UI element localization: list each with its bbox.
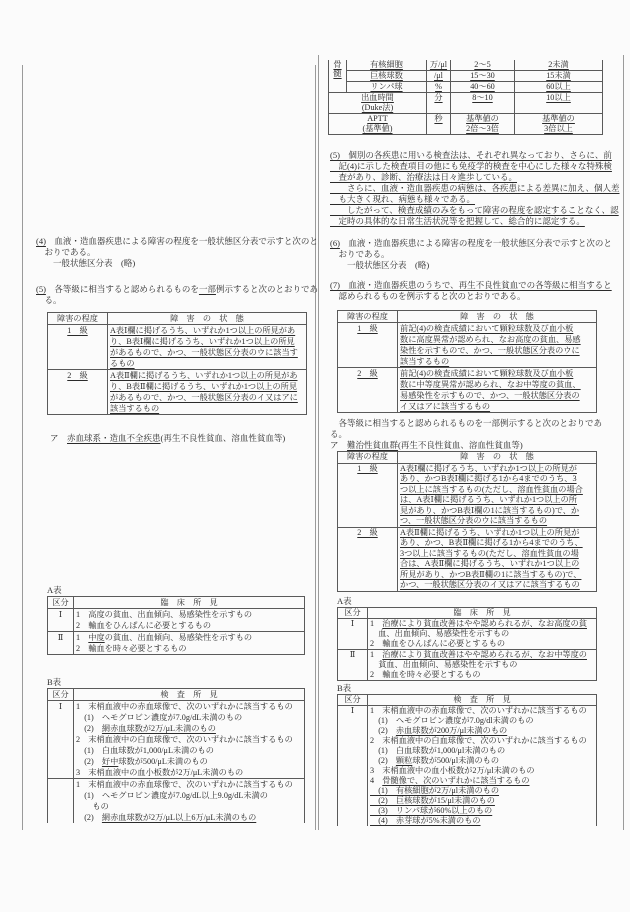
left-subheading-a: ア 赤血球系・造血不全疾患(再生不良性貧血、溶血性貧血等) <box>50 433 286 443</box>
left-column-right-border-line <box>315 65 316 830</box>
table-row <box>48 325 307 370</box>
lab-values-table <box>328 60 603 135</box>
lab-range-2: 基準値の 3倍以上 <box>515 114 603 135</box>
grade-state-text: A表Ⅰ欄に掲げるうち、いずれか1つ以上の所見が あり、かつB表Ⅰ欄に掲げる1から4までのうち、3 つ以上に該当するもの(ただし、溶血性貧血の場合 は、A表Ⅰ欄に掲げるうち、いずれか1つ以上の所 見があり、かつB表Ⅰ欄の1に該当するもの)で、か つ、一般状態区分表のウに該当するもの <box>398 463 597 527</box>
right-grade-table-a <box>337 451 597 592</box>
table-row <box>338 619 597 650</box>
left-table-b-header-class: 区分 <box>48 689 74 701</box>
clinical-findings-text: 1 中度の貧血、出血傾向、易感染性を示すもの 2 輸血を時々必要とするもの <box>74 632 305 655</box>
right-table-b-label: B表 <box>337 683 352 693</box>
lab-range-2: 2未満 <box>548 60 569 69</box>
left-table-a-header-findings: 臨 床 所 見 <box>74 597 305 609</box>
lab-range-1: 基準値の 2倍〜3倍 <box>451 114 515 135</box>
class-label: Ⅰ <box>338 619 368 650</box>
table-row <box>329 93 603 114</box>
right-table-b <box>337 694 597 826</box>
right-paragraph-7: (7) 血液・造血器疾患のうちで、再生不良性貧血での各等級に相当すると 認められるものを例示すると次のとおりである。 <box>330 280 612 301</box>
clinical-findings-text: 1 治療により貧血改善はやや認められるが、なお中等度の 貧血、出血傾向、易感染性を示すもの 2 輸血を時々必要とするもの <box>368 650 597 681</box>
lab-range-2: 60以上 <box>546 82 571 91</box>
left-column-border-line <box>22 65 23 830</box>
lab-unit: 分 <box>434 93 443 102</box>
lab-item: 巨核球数 <box>370 71 403 80</box>
right-grade-a-header-degree: 障害の程度 <box>338 452 398 464</box>
lab-range-1: 40〜60 <box>470 82 495 91</box>
grade-state-text: 前記(4)の検査成績において顆粒球数及び血小板 数に中等度異常が認められ、なお中等度の貧血、 易感染性を示すもので、かつ、一般状態区分表の イ又はアに該当するもの <box>398 368 597 413</box>
table-row <box>329 82 603 93</box>
right-table-a-header-findings: 臨 床 所 見 <box>368 608 597 619</box>
table-row <box>338 527 597 591</box>
class-label: Ⅰ <box>48 609 74 632</box>
grade-label: 1 級 <box>357 324 378 333</box>
grade-state-text: 前記(4)の検査成績において顆粒球数及び血小板 数に高度異常が認められ、なお高度の貧血、易感 染性を示すもので、かつ、一般状態区分表のウに 該当するもの <box>398 323 597 368</box>
left-grade-table <box>47 312 307 415</box>
table-row <box>338 650 597 681</box>
right-paragraph-5: (5) 個別の各疾患に用いる検査法は、それぞれ異なっており、さらに、前 記(4)に示した検査項目の他にも免疫学的検査を中心にした様々な特殊検 査があり、診断、治療法は日々進歩している。 さらに、血液・造血器疾患の病態は、各疾患による差異に加え、個人差 も大きく現れ、病態も様々である。 したがって、検査成績のみをもって障害の程度を認定することなく、認 定時の具体的な日常生活状況等を把握して、総合的に認定する。 <box>330 150 620 226</box>
left-paragraph-5: (5) 各等級に相当すると認められるものを一部例示すると次のとおりであ る。 <box>36 284 318 305</box>
lab-unit: 万/μl <box>429 60 448 69</box>
left-table-b-header-tests: 検 査 所 見 <box>74 689 305 701</box>
lab-range-1: 15〜30 <box>470 71 495 80</box>
right-subheading-a: ア 難治性貧血群(再生不良性貧血、溶血性貧血等) <box>330 440 523 450</box>
right-column-left-border-line <box>318 55 319 830</box>
grade-label: 2 級 <box>357 369 378 378</box>
grade-label: 1 級 <box>357 463 378 473</box>
right-grade-table-7 <box>337 310 597 413</box>
grade-state-text: A表Ⅱ欄に掲げるうち、いずれか1つ以上の所見があ り、B表Ⅱ欄に掲げるうち、いずれか1つ以上の所見 があるもので、かつ、一般状態区分表のイ又はアに 該当するもの <box>108 370 307 415</box>
lab-item: リンパ球 <box>370 82 403 91</box>
right-column-border-line <box>623 55 624 830</box>
lab-item: 有核細胞 <box>370 60 403 69</box>
class-label: Ⅰ <box>338 706 368 827</box>
right-table-b-header-class: 区分 <box>338 695 368 706</box>
bone-marrow-group-label: 骨髄 <box>333 60 342 79</box>
table-row <box>338 323 597 368</box>
class-label: Ⅰ <box>48 701 74 779</box>
lab-range-1: 2〜5 <box>474 60 491 69</box>
right-table-a-label: A表 <box>337 596 352 606</box>
table-row <box>329 71 603 82</box>
left-table-b-label: B表 <box>47 677 62 687</box>
left-grade-table-header-state: 障 害 の 状 態 <box>108 313 307 325</box>
table-row <box>338 463 597 527</box>
bleeding-time-label: 出血時間 (Duke法) <box>329 93 427 114</box>
grade-label: 2 級 <box>357 527 378 537</box>
right-table-b-header-tests: 検 査 所 見 <box>368 695 597 706</box>
clinical-findings-text: 1 治療により貧血改善はやや認められるが、なお高度の貧 血、出血傾向、易感染性を示すもの 2 輸血をひんぱんに必要とするもの <box>368 619 597 650</box>
table-row <box>48 701 305 779</box>
lab-range-1: 8〜10 <box>472 93 493 102</box>
right-paragraph-6: (6) 血液・造血器疾患による障害の程度を一般状態区分表で示すと次のと おりである。 一般状態区分表 (略) <box>330 238 612 270</box>
table-row <box>338 706 597 827</box>
lab-unit: 秒 <box>434 114 443 123</box>
table-row <box>48 632 305 655</box>
class-label: Ⅱ <box>338 650 368 681</box>
lab-range-2: 10以上 <box>546 93 571 102</box>
table-row <box>48 370 307 415</box>
right-grade-a-header-state: 障 害 の 状 態 <box>398 452 597 464</box>
lab-unit: /μl <box>434 71 443 80</box>
left-table-a-label: A表 <box>47 585 62 595</box>
lab-range-2: 15未満 <box>546 71 571 80</box>
left-table-a <box>47 596 305 655</box>
table-row <box>48 779 305 824</box>
left-table-a-header-class: 区分 <box>48 597 74 609</box>
right-table-a <box>337 607 597 681</box>
grade-label: 1 級 <box>67 326 88 335</box>
right-grade7-header-degree: 障害の程度 <box>338 311 398 323</box>
table-row <box>329 60 603 71</box>
right-table-a-header-class: 区分 <box>338 608 368 619</box>
class-label <box>48 779 74 824</box>
left-table-b <box>47 688 305 823</box>
class-label: Ⅱ <box>48 632 74 655</box>
left-grade-table-header-degree: 障害の程度 <box>48 313 108 325</box>
grade-state-text: A表Ⅱ欄に掲げるうち、いずれか1つ以上の所見が あり、かつ、B表Ⅱ欄に掲げる1から4までのうち、 3つ以上に該当するもの(ただし、溶血性貧血の場 合は、A表Ⅱ欄に掲げるうち、いずれか1つ以上の 所見があり、かつB表Ⅱ欄の1に該当するもの)で、 かつ、一般状態区分表のイ又はアに該当するもの <box>398 527 597 591</box>
test-findings-text: 1 末梢血液中の赤血球像で、次のいずれかに該当するもの (1) ヘモグロビン濃度が7.0g/dL未満のもの (2) 網赤血球数が2万/μL未満のもの 2 末梢血液中の白血球像で、次のいずれかに該当するもの (1) 白血球数が1,000/μL未満のもの (2) 好中球数が500/μL未満のもの 3 末梢血液中の血小板数が2万/μL未満のもの <box>74 701 305 779</box>
right-example-note: 各等級に相当すると認められるものを一部例示すると次のとおりであ る。 <box>330 418 603 439</box>
lab-unit: % <box>435 82 442 91</box>
table-row <box>329 114 603 135</box>
clinical-findings-text: 1 高度の貧血、出血傾向、易感染性を示すもの 2 輸血をひんぱんに必要とするもの <box>74 609 305 632</box>
grade-state-text: A表Ⅰ欄に掲げるうち、いずれか1つ以上の所見があ り、B表Ⅰ欄に掲げるうち、いずれか1つ以上の所見 があるもので、かつ、一般状態区分表のウに該当す るもの <box>108 325 307 370</box>
grade-label: 2 級 <box>67 371 88 380</box>
left-paragraph-4: (4) 血液・造血器疾患による障害の程度を一般状態区分表で示すと次のと おりである。 一般状態区分表 (略) <box>36 236 318 268</box>
aptt-label: APTT (基準値) <box>329 114 427 135</box>
right-grade7-header-state: 障 害 の 状 態 <box>398 311 597 323</box>
table-row <box>338 368 597 413</box>
test-findings-text: 1 末梢血液中の赤血球像で、次のいずれかに該当するもの (1) ヘモグロビン濃度が7.0g/dL以上9.0g/dL未満の もの (2) 網赤血球数が2万/μL以上6万/μL未満のもの <box>74 779 305 824</box>
test-findings-text: 1 末梢血液中の赤血球像で、次のいずれかに該当するもの (1) ヘモグロビン濃度が7.0g/dl未満のもの (2) 赤血球数が200万/μl未満のもの 2 末梢血液中の白血球像で、次のいずれかに該当するもの (1) 白血球数が1,000/μl未満のもの (2) 顆粒球数が500/μl未満のもの 3 末梢血液中の血小板数が2万/μl未満のもの 4 骨髄像で、次のいずれかに該当するもの (1) 有核細胞が2万/μl未満のもの (2) 巨核球数が15/μl未満のもの (3) リンパ球が60%以上のもの (4) 赤芽球が5%未満のもの <box>368 706 597 827</box>
table-row <box>48 609 305 632</box>
